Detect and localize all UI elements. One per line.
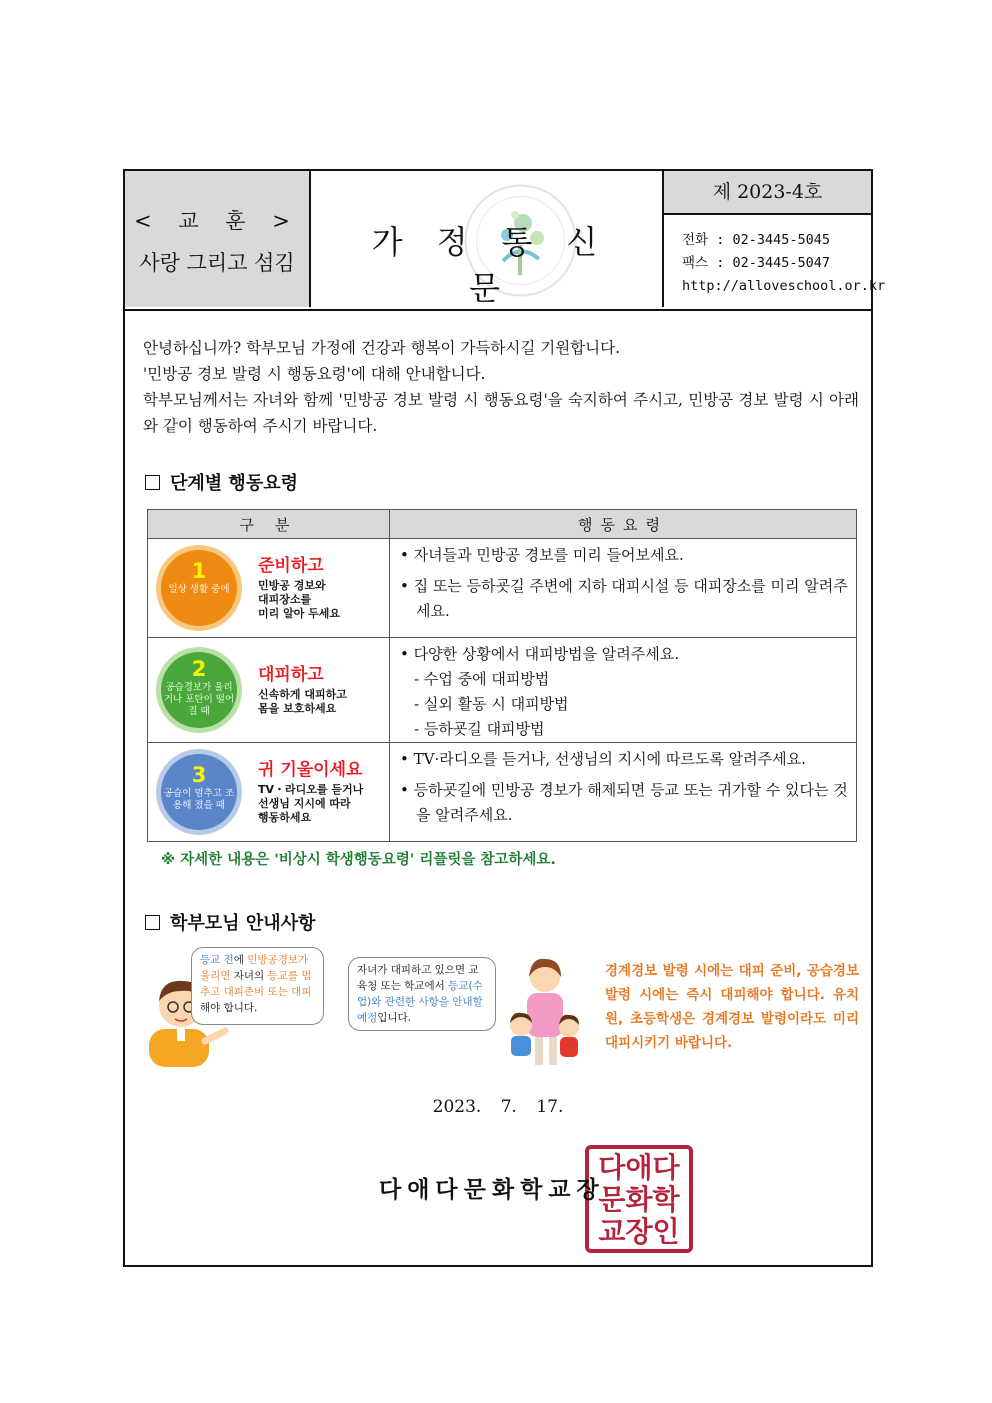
- step-number: 2: [191, 657, 207, 681]
- column-header-category: 구 분: [148, 510, 390, 539]
- step-category-cell: [148, 743, 390, 842]
- step-desc-line: 미리 알아 두세요: [258, 607, 341, 620]
- intro-line-1: 안녕하십니까? 학부모님 가정에 건강과 행복이 가득하시길 기원합니다.: [143, 339, 621, 357]
- bubble1-part: 자녀의: [230, 970, 268, 982]
- section-heading-parents: [145, 909, 315, 935]
- motto-box: [125, 171, 311, 307]
- action-item: • 자녀들과 민방공 경보를 미리 들어보세요.: [400, 546, 684, 564]
- action-subitem: - 수업 중에 대피방법: [414, 670, 550, 688]
- checkbox-square-icon: [145, 915, 160, 930]
- bubble2-part: 자녀가 대피하고 있으면 교육청 또는 학교에서: [357, 964, 479, 992]
- section-heading-text: 단계별 행동요령: [170, 473, 298, 494]
- bubble1-part: 해야 합니다.: [200, 1002, 258, 1014]
- principal-signature: 다애다문화학교장: [379, 1177, 605, 1203]
- bubble1-part: 에: [233, 954, 248, 966]
- step-title: 대피하고: [258, 665, 324, 685]
- newsletter-title: 가정통신문: [371, 223, 632, 307]
- step-desc-line: 행동하세요: [258, 811, 312, 824]
- intro-text: [143, 335, 859, 439]
- step-desc-line: 몸을 보호하세요: [258, 702, 337, 715]
- motto-text: 사랑 그리고 섬김: [139, 251, 295, 275]
- step-description: [258, 688, 347, 716]
- step-category-cell: [148, 638, 390, 743]
- action-item: • 등하굣길에 민방공 경보가 해제되면 등교 또는 귀가할 수 있다는 것을 알려주세요.: [400, 781, 848, 824]
- step-circle-icon: [156, 545, 242, 631]
- step-title: 귀 기울이세요: [258, 760, 363, 780]
- step-action-cell: [390, 539, 857, 638]
- action-subitem: - 실외 활동 시 대피방법: [414, 695, 569, 713]
- step-circle-text: 공습경보가 울리거나 포탄이 떨어질 때: [163, 682, 235, 717]
- mother-children-illustration: [497, 951, 593, 1067]
- title-box: [311, 171, 664, 307]
- steps-table: [147, 509, 857, 842]
- table-row: [148, 743, 857, 842]
- step-number: 1: [191, 559, 207, 583]
- step-circle-icon: [156, 647, 242, 733]
- step-desc-line: 민방공 경보와: [258, 579, 326, 592]
- section-heading-steps: [145, 469, 298, 495]
- table-header-row: [148, 510, 857, 539]
- newsletter-frame: [123, 169, 886, 1267]
- step-description: [258, 783, 363, 825]
- column-header-action: 행동요령: [390, 510, 857, 539]
- bubble2-part: 입니다.: [377, 1012, 412, 1024]
- section-heading-text: 학부모님 안내사항: [170, 913, 316, 934]
- step-desc-line: 신속하게 대피하고: [258, 688, 347, 701]
- svg-text:교장인: 교장인: [598, 1215, 680, 1248]
- intro-line-2: '민방공 경보 발령 시 행동요령'에 대해 안내합니다.: [143, 365, 486, 383]
- step-action-cell: [390, 638, 857, 743]
- step-desc-line: TV・라디오를 듣거나: [258, 783, 364, 796]
- reference-note: ※ 자세한 내용은 '비상시 학생행동요령' 리플릿을 참고하세요.: [161, 852, 556, 868]
- phone-number: 전화 : 02-3445-5045: [682, 232, 830, 248]
- contact-info: [664, 215, 886, 307]
- speech-bubble-father: [191, 947, 324, 1025]
- step-circle-text: 공습이 멈추고 조용해 졌을 때: [163, 788, 235, 811]
- bubble1-part: 등교를 멈추고 대피준비 또는 대피: [200, 970, 312, 998]
- checkbox-square-icon: [145, 475, 160, 490]
- action-subitem: - 등하굣길 대피방법: [414, 720, 545, 738]
- step-circle-icon: [156, 749, 242, 835]
- step-action-cell: [390, 743, 857, 842]
- fax-number: 팩스 : 02-3445-5047: [682, 255, 830, 271]
- header: [125, 171, 886, 311]
- bubble2-part: 등교(수업)와 관련한 사항을 안내할 예정: [357, 980, 483, 1024]
- bubble1-part: 등교 전: [200, 954, 234, 966]
- svg-text:문화학: 문화학: [598, 1183, 680, 1216]
- bubble1-part: 민방공경보가 울리면: [200, 954, 309, 982]
- parent-guide-text: 경계경보 발령 시에는 대피 준비, 공습경보 발령 시에는 즉시 대피해야 합니다. 유치원, 초등학생은 경계경보 발령이라도 미리 대피시키기 바랍니다.: [605, 963, 859, 1051]
- action-item: • TV·라디오를 듣거나, 선생님의 지시에 따르도록 알려주세요.: [400, 750, 806, 768]
- step-category-cell: [148, 539, 390, 638]
- issue-date: 2023. 7. 17.: [432, 1097, 564, 1117]
- step-description: [258, 579, 340, 621]
- step-circle-text: 일상 생활 중에: [168, 584, 230, 595]
- intro-line-3: 학부모님께서는 자녀와 함께 '민방공 경보 발령 시 행동요령'을 숙지하여 주시고, 민방공 경보 발령 시 아래와 같이 행동하여 주시기 바랍니다.: [143, 391, 859, 435]
- table-row: [148, 539, 857, 638]
- table-row: [148, 638, 857, 743]
- step-desc-line: 대피장소를: [258, 593, 312, 606]
- issue-number: 제 2023-4호: [664, 171, 871, 215]
- step-number: 3: [191, 763, 207, 787]
- motto-title: < 교 훈 >: [134, 209, 300, 233]
- step-title: 준비하고: [258, 556, 324, 576]
- step-desc-line: 선생님 지시에 따라: [258, 797, 351, 810]
- action-item: • 집 또는 등하굣길 주변에 지하 대피시설 등 대피장소를 미리 알려주세요.: [400, 577, 848, 620]
- svg-text:다애다: 다애다: [598, 1151, 680, 1184]
- action-item: • 다양한 상황에서 대피방법을 알려주세요.: [400, 645, 680, 663]
- website-url: http://alloveschool.or.kr: [682, 278, 886, 294]
- speech-bubble-mother: [348, 957, 496, 1031]
